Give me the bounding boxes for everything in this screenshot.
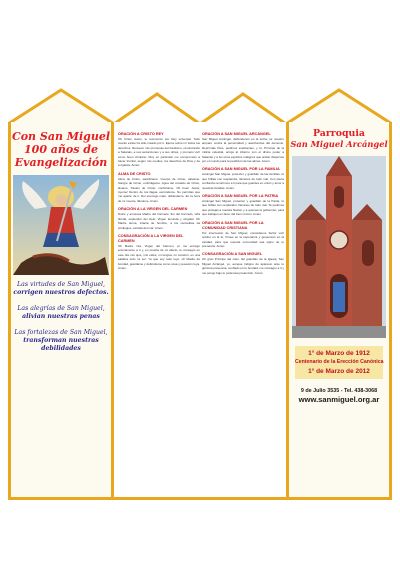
centenary-date: 1° de Marzo de 2012 (308, 368, 370, 375)
tagline-6: transforman nuestras debilidades (23, 337, 99, 352)
prayer-title: ORACIÓN A SAN MIGUEL POR LA FAMILIA (202, 167, 280, 172)
prayer-title: ORACIÓN A SAN MIGUEL POR LA COMUNIDAD CRISTIANA (202, 220, 264, 230)
left-title (11, 130, 111, 169)
left-title-line-2: 100 años de (24, 143, 98, 156)
prayer-title: CONSAGRACIÓN A SAN MIGUEL (202, 252, 263, 257)
left-title-line-3: Evangelización (14, 156, 108, 169)
prayer-section (202, 194, 284, 217)
tagline-1: Las virtudes de San Miguel, (17, 281, 105, 288)
prayer-text: San Miguel Arcángel, defiéndenos en la lucha; sé nuestro amparo contra la perversidad y asechanzas del demonio. Reprímale Dios, pedimos suplicantes, y tú, Príncipe de la milicia celestial, arroja al infierno con el divino poder a Satanás y a los otros espíritus malignos que andan dispersos por el mundo para la perdición de las almas. Amén. (202, 137, 284, 164)
parish-subtitle: San Miguel Arcángel (290, 139, 388, 149)
left-panel (8, 122, 114, 500)
parish-address: 9 de Julio 3535 - Tel. 438-3068 (300, 388, 378, 394)
left-taglines (11, 281, 111, 353)
prayer-section (118, 207, 200, 230)
centenary-dates-box (295, 346, 383, 379)
prayer-text: Oh Madre mía, Virgen del Carmen, yo me entrego enteramente a ti y, en prueba de mi afecto, te consagro en este día mis ojos, mis oídos, mi lengua, mi corazón, en una palabra todo mi ser. Ya que soy todo tuyo, oh Madre de bondad, guárdame y defiéndeme como cosa y posesión tuya. Amén. (118, 243, 200, 270)
prayer-section (118, 132, 200, 168)
saint-michael-image (13, 175, 109, 275)
founding-date: 1° de Marzo de 1912 (308, 350, 370, 357)
church-photo (292, 156, 386, 338)
right-panel (286, 122, 392, 500)
tagline-5: Las fortalezas de San Miguel, (14, 329, 108, 336)
prayer-section (202, 221, 284, 249)
prayers-column-1 (118, 122, 200, 274)
prayer-text: Oh Cristo Jesús, te reconozco por Rey universal. Todo cuanto existe ha sido creado por ti. Ejerce sobre mí todos tus derechos. Renuevo mis promesas del bautismo, renunciando a Satanás, a sus seducciones y a sus obras, y prometo vivir como buen cristiano. Muy en particular me comprometo a hacer triunfar, según mis medios, los derechos de Dios y de tu Iglesia. Amén. (118, 137, 200, 168)
prayer-section (202, 167, 284, 190)
parish-website[interactable]: www.sanmiguel.org.ar (298, 395, 380, 404)
prayer-text: Dulce y amorosa Madre del Carmelo, flor del Carmelo, viña florida, esplendor del cielo, Virgen fecunda y singular. Oh Madre tierna, intacta de hombre, a los carmelitas da privilegios, estrella del mar. Amén. (118, 212, 200, 230)
prayer-title: ALMA DE CRISTO (118, 171, 151, 176)
prayer-section (118, 172, 200, 203)
brochure (8, 88, 392, 500)
prayers-column-2 (202, 122, 284, 279)
prayer-section (202, 252, 284, 275)
prayer-title: ORACIÓN A SAN MIGUEL POR LA PATRIA (202, 194, 279, 199)
tagline-2: corrigen nuestros defectos. (13, 289, 109, 296)
prayer-text: Arcángel San Miguel, protector y guardián de la Patria, tú que brillas con resplandor, llénanos de todo mal. Te pedimos que protejas a nuestra Nación y a quienes la gobiernan, para que trabajen en favor del bien común. Amén. (202, 199, 284, 217)
prayer-title: ORACIÓN A SAN MIGUEL ARCÁNGEL (202, 132, 271, 136)
prayer-text: Oh gran Príncipe del cielo, fiel guardián de la Iglesia, San Miguel Arcángel, yo, aunque indigno de aparecer ante tu gloriosa presencia, confiado en tu bondad, me consagro a ti y me pongo bajo tu poderosa protección. Amén. (202, 257, 284, 275)
prayer-section (118, 234, 200, 270)
tagline-4: alivian nuestras penas (22, 313, 100, 320)
prayer-text: Arcángel San Miguel, protector y guardián de las familias, tú que brillas con resplandor, llénanos de todo mal. Con plena confianza recurrimos a ti para que guardes en unión y amor a nuestras familias. Amén. (202, 172, 284, 190)
prayer-title: ORACIÓN A LA VIRGEN DEL CARMEN (118, 207, 188, 212)
prayer-text: Por intercesión de San Miguel, concédenos Señor vivir unidos en la fe, firmes en la esperanza y generosos en la caridad, para que nuestra comunidad sea signo de tu presencia. Amén. (202, 230, 284, 248)
prayer-title: ORACIÓN A CRISTO REY (118, 132, 164, 136)
prayer-section (202, 132, 284, 163)
left-title-line-1: Con San Miguel (11, 130, 111, 143)
parish-title: Parroquia (312, 128, 365, 139)
prayer-text: Alma de Cristo, santifícame. Cuerpo de Cristo, sálvame. Sangre de Cristo, embriágame. Agua del costado de Cristo, lávame. Pasión de Cristo, confórtame. Oh buen Jesús, óyeme! Dentro de tus llagas, escóndeme. No permitas que me aparte de ti. Del enemigo malo, defiéndeme. En la hora de mi muerte, llámame. Amén. (118, 176, 200, 203)
prayer-title: CONSAGRACIÓN A LA VIRGEN DEL CARMEN (118, 233, 184, 243)
middle-panel (114, 122, 286, 500)
tagline-3: Las alegrías de San Miguel, (17, 305, 105, 312)
centenary-caption: Centenario de la Erección Canónica (295, 359, 384, 365)
